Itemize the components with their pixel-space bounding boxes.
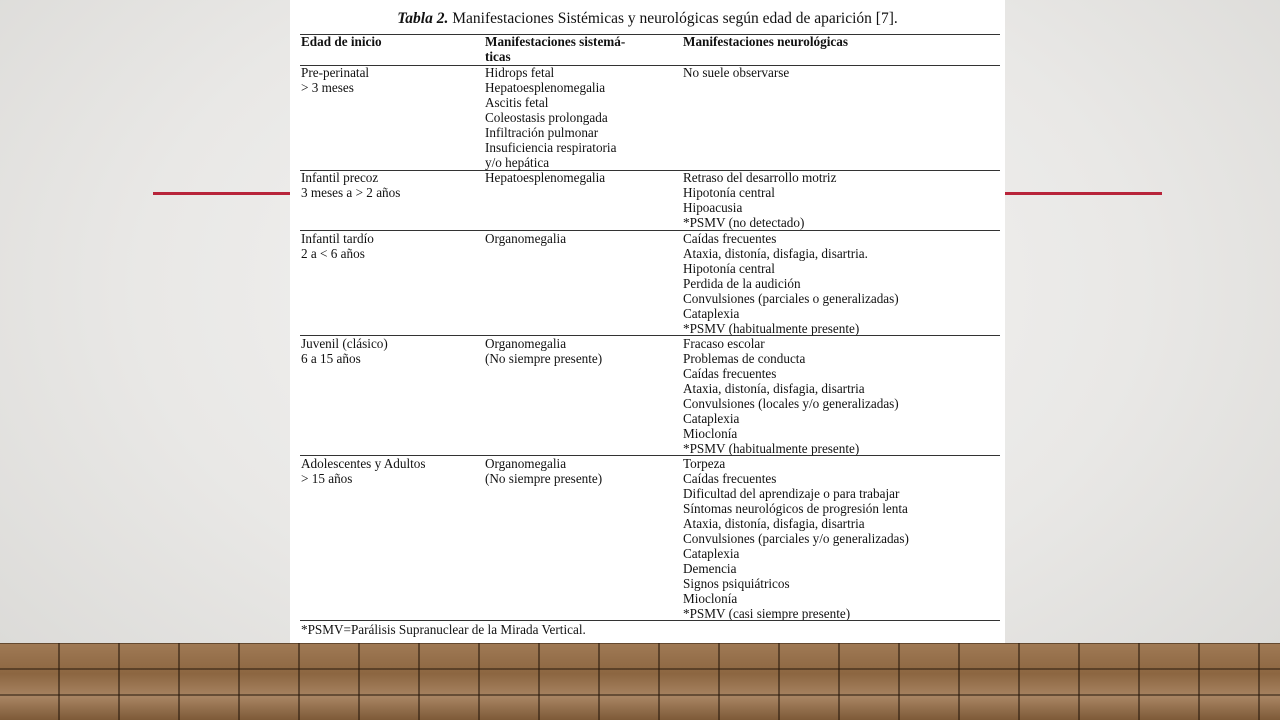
table-title [290,9,1005,29]
header-systemic: Manifestaciones sistemá- ticas [485,34,626,64]
row-3-systemic: Organomegalia [485,231,567,246]
row-5-neurologic: Torpeza Caídas frecuentes Dificultad del aprendizaje o para trabajar Síntomas neurológicos de progresión lenta Ataxia, distonía, disfagia, disartria Convulsiones (parciales y/o generalizadas) Cataplexia Demencia Signos psiquiátricos Mioclonía *PSMV (casi siempre presente) [683,456,909,621]
row-1-age: Pre-perinatal > 3 meses [301,65,370,95]
row-5-age: Adolescentes y Adultos > 15 años [301,456,426,486]
header-neurologic: Manifestaciones neurológicas [683,34,848,49]
row-2-age: Infantil precoz 3 meses a > 2 años [301,170,401,200]
row-4-systemic: Organomegalia (No siempre presente) [485,336,603,366]
row-3-age: Infantil tardío 2 a < 6 años [301,231,374,261]
row-3-neurologic: Caídas frecuentes Ataxia, distonía, disfagia, disartria. Hipotonía central Perdida de la audición Convulsiones (parciales o generalizadas) Cataplexia *PSMV (habitualmente presente) [683,231,899,336]
table-title-text: Manifestaciones Sistémicas y neurológicas según edad de aparición [7]. [448,10,898,27]
accent-line-left [153,192,293,195]
table-bottom-rule [300,620,1000,621]
row-1-neurologic: No suele observarse [683,65,790,80]
row-5-systemic: Organomegalia (No siempre presente) [485,456,603,486]
row-1-systemic: Hidrops fetal Hepatoesplenomegalia Ascitis fetal Coleostasis prolongada Infiltración pulmonar Insuficiencia respiratoria y/o hepática [485,65,617,170]
accent-line-right [1004,192,1162,195]
table-title-label: Tabla 2. [397,10,449,27]
row-4-neurologic: Fracaso escolar Problemas de conducta Caídas frecuentes Ataxia, distonía, disfagia, disartria Convulsiones (locales y/o generalizadas) Cataplexia Mioclonía *PSMV (habitualmente presente) [683,336,899,456]
table-image [290,0,1005,643]
wood-floor-decoration [0,643,1280,720]
table-footnote: *PSMV=Parálisis Supranuclear de la Mirada Vertical. [301,622,586,637]
row-2-systemic: Hepatoesplenomegalia [485,170,606,185]
row-4-age: Juvenil (clásico) 6 a 15 años [301,336,388,366]
row-2-neurologic: Retraso del desarrollo motriz Hipotonía central Hipoacusia *PSMV (no detectado) [683,170,837,230]
header-age: Edad de inicio [301,34,382,49]
